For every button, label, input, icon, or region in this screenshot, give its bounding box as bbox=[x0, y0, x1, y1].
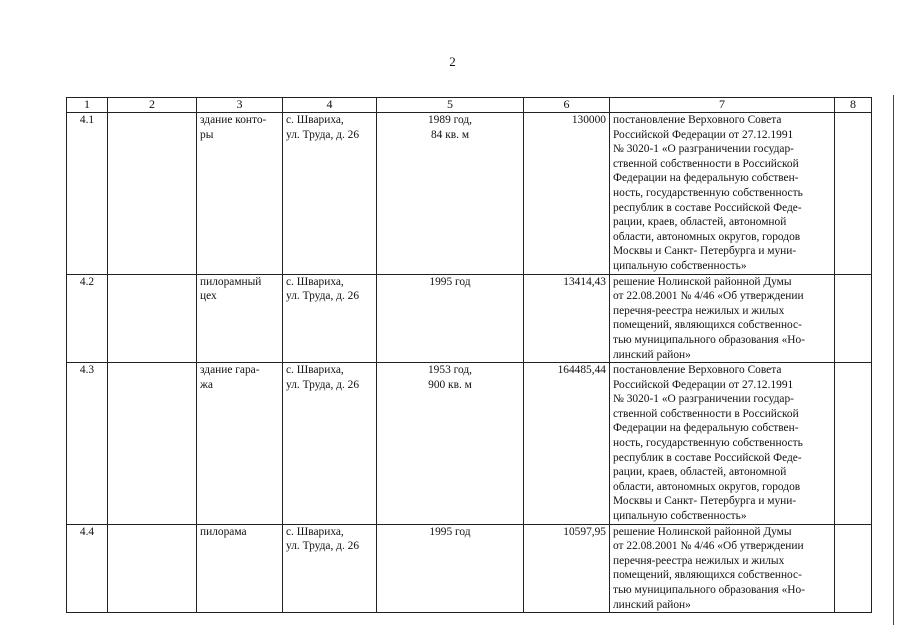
table-row bbox=[67, 524, 872, 613]
cell-col2 bbox=[108, 113, 197, 275]
property-value: 164485,44 bbox=[524, 363, 610, 525]
property-name: пилорама bbox=[197, 524, 283, 613]
property-value: 10597,95 bbox=[524, 524, 610, 613]
column-header-2: 2 bbox=[108, 98, 197, 113]
property-value: 13414,43 bbox=[524, 274, 610, 363]
property-name: здание гара- жа bbox=[197, 363, 283, 525]
row-number: 4.1 bbox=[67, 113, 108, 275]
column-header-6: 6 bbox=[524, 98, 610, 113]
cell-col8 bbox=[835, 274, 872, 363]
header-row bbox=[67, 98, 872, 113]
table-row bbox=[67, 363, 872, 525]
cell-col2 bbox=[108, 363, 197, 525]
property-year-area: 1995 год bbox=[377, 524, 524, 613]
legal-basis: постановление Верховного Совета Российской Федерации от 27.12.1991 № 3020-1 «О разграничении государ- ственной собственности в Российской Федерации на федеральную собствен- ность, государственную собственность республик в составе Российской Феде- рации, краев, областей, автономной области, автономных округов, городов Москвы и Санкт- Петербурга и муни- ципальную собственность» bbox=[610, 363, 835, 525]
cell-col8 bbox=[835, 363, 872, 525]
column-header-5: 5 bbox=[377, 98, 524, 113]
column-header-3: 3 bbox=[197, 98, 283, 113]
property-address: с. Швариха, ул. Труда, д. 26 bbox=[283, 274, 377, 363]
property-address: с. Швариха, ул. Труда, д. 26 bbox=[283, 524, 377, 613]
legal-basis: решение Нолинской районной Думы от 22.08.2001 № 4/46 «Об утверждении перечня-реестра нежилых и жилых помещений, являющихся собственнос- тью муниципального образования «Но- линский район» bbox=[610, 274, 835, 363]
property-year-area: 1989 год, 84 кв. м bbox=[377, 113, 524, 275]
column-header-8: 8 bbox=[835, 98, 872, 113]
property-value: 130000 bbox=[524, 113, 610, 275]
row-number: 4.3 bbox=[67, 363, 108, 525]
column-header-4: 4 bbox=[283, 98, 377, 113]
cell-col8 bbox=[835, 524, 872, 613]
legal-basis: решение Нолинской районной Думы от 22.08.2001 № 4/46 «Об утверждении перечня-реестра нежилых и жилых помещений, являющихся собственнос- тью муниципального образования «Но- линский район» bbox=[610, 524, 835, 613]
property-name: здание конто- ры bbox=[197, 113, 283, 275]
property-name: пилорамный цех bbox=[197, 274, 283, 363]
page-number: 2 bbox=[449, 54, 456, 69]
cell-col8 bbox=[835, 113, 872, 275]
cell-col2 bbox=[108, 524, 197, 613]
scan-edge-line bbox=[893, 95, 894, 625]
registry-table bbox=[66, 97, 872, 613]
cell-col2 bbox=[108, 274, 197, 363]
property-address: с. Швариха, ул. Труда, д. 26 bbox=[283, 113, 377, 275]
property-year-area: 1995 год bbox=[377, 274, 524, 363]
row-number: 4.2 bbox=[67, 274, 108, 363]
column-header-1: 1 bbox=[67, 98, 108, 113]
table-row bbox=[67, 113, 872, 275]
legal-basis: постановление Верховного Совета Российской Федерации от 27.12.1991 № 3020-1 «О разграничении государ- ственной собственности в Российской Федерации на федеральную собствен- ность, государственную собственность республик в составе Российской Феде- рации, краев, областей, автономной области, автономных округов, городов Москвы и Санкт- Петербурга и муни- ципальную собственность» bbox=[610, 113, 835, 275]
column-header-7: 7 bbox=[610, 98, 835, 113]
table-row bbox=[67, 274, 872, 363]
row-number: 4.4 bbox=[67, 524, 108, 613]
property-year-area: 1953 год, 900 кв. м bbox=[377, 363, 524, 525]
property-address: с. Швариха, ул. Труда, д. 26 bbox=[283, 363, 377, 525]
